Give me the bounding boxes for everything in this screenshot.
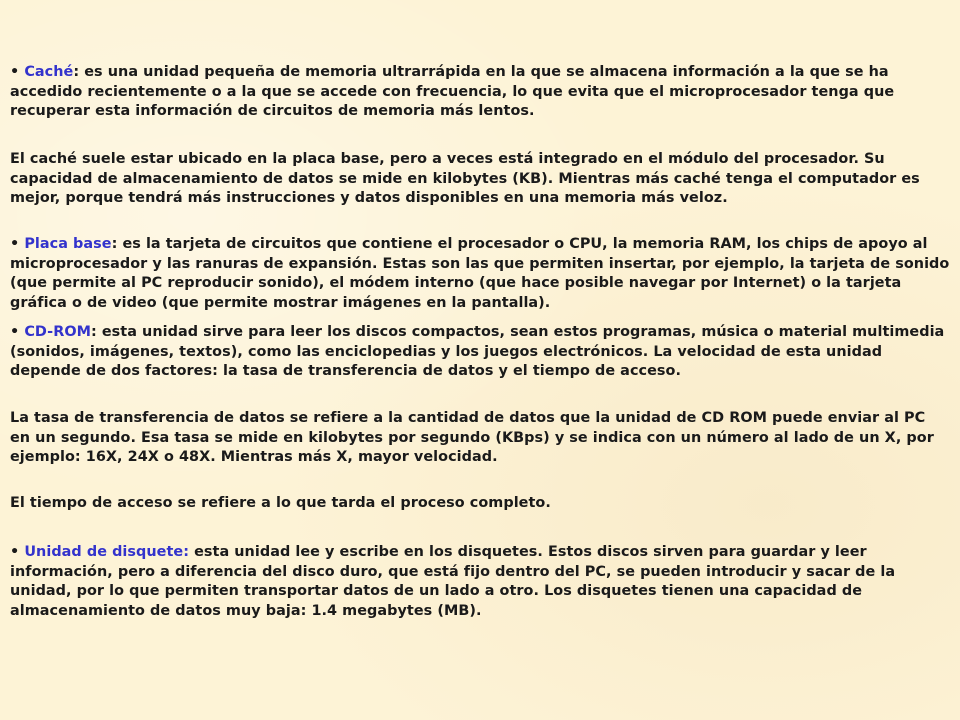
paragraph-tiempo-acceso <box>10 494 950 514</box>
bullet: • <box>10 64 20 80</box>
bullet: • <box>10 324 20 340</box>
bullet: • <box>10 544 20 560</box>
paragraph-text: : es la tarjeta de circuitos que contiene el procesador o CPU, la memoria RAM, los chips de apoyo al microprocesador y las ranuras de expansión. Estas son las que permiten insertar, por ejemplo, la tarjeta de sonido (que permite al PC reproducir sonido), el módem interno (que hace posible navegar por Internet) o la tarjeta gráfica o de video (que permite mostrar imágenes en la pantalla). <box>10 236 950 311</box>
paragraph-text: El caché suele estar ubicado en la placa base, pero a veces está integrado en el módulo del procesador. Su capacidad de almacenamiento de datos se mide en kilobytes (KB). Mientras más caché tenga el computador es mejor, porque tendrá más instrucciones y datos disponibles en una memoria más veloz. <box>10 151 920 206</box>
paragraph-text: : es una unidad pequeña de memoria ultrarrápida en la que se almacena información a la que se ha accedido recientemente o a la que se accede con frecuencia, lo que evita que el microprocesador tenga que recuperar esta información de circuitos de memoria más lentos. <box>10 64 895 119</box>
paragraph-text: La tasa de transferencia de datos se refiere a la cantidad de datos que la unidad de CD ROM puede enviar al PC en un segundo. Esa tasa se mide en kilobytes por segundo (KBps) y se indica con un número al lado de un X, por ejemplo: 16X, 24X o 48X. Mientras más X, mayor velocidad. <box>10 410 934 465</box>
paragraph-text: El tiempo de acceso se refiere a lo que tarda el proceso completo. <box>10 495 551 511</box>
paragraph-placa-base <box>10 235 950 313</box>
term-cd-rom: CD-ROM <box>24 324 91 340</box>
term-placa-base: Placa base <box>24 236 112 252</box>
paragraph-cache-detail <box>10 150 950 209</box>
paragraph-cache <box>10 63 950 122</box>
paragraph-cd-rom <box>10 323 950 382</box>
bullet: • <box>10 236 20 252</box>
paragraph-tasa-transferencia <box>10 409 950 468</box>
term-cache: Caché <box>24 64 74 80</box>
paragraph-text: : esta unidad sirve para leer los discos compactos, sean estos programas, música o material multimedia (sonidos, imágenes, textos), como las enciclopedias y los juegos electrónicos. La velocidad de esta unidad depende de dos factores: la tasa de transferencia de datos y el tiempo de acceso. <box>10 324 945 379</box>
paragraph-disquete <box>10 543 950 621</box>
term-disquete: Unidad de disquete: <box>24 544 190 560</box>
paragraph-text: esta unidad lee y escribe en los disquetes. Estos discos sirven para guardar y leer información, pero a diferencia del disco duro, que está fijo dentro del PC, se pueden introducir y sacar de la unidad, por lo que permiten transportar datos de un lado a otro. Los disquetes tienen una capacidad de almacenamiento de datos muy baja: 1.4 megabytes (MB). <box>10 544 896 619</box>
